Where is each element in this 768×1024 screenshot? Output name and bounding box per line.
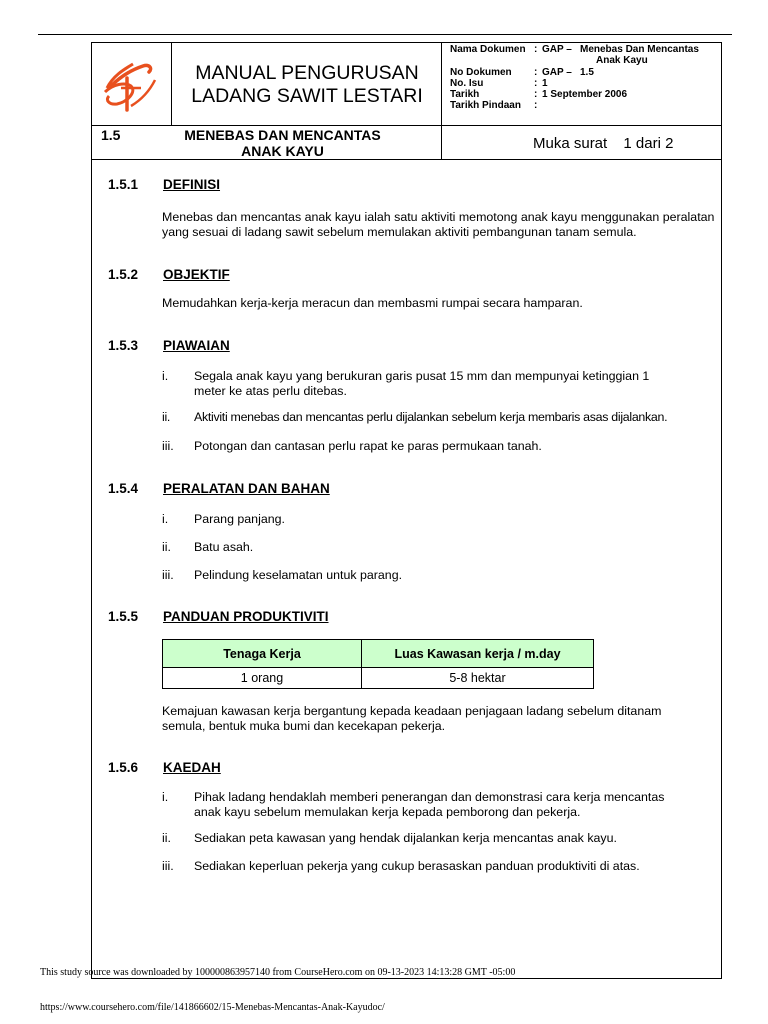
list-marker: ii.: [162, 831, 171, 845]
list-text: Potongan dan cantasan perlu rapat ke paras permukaan tanah.: [194, 439, 542, 453]
heading-label: DEFINISI: [163, 177, 221, 192]
list-text: Aktiviti menebas dan mencantas perlu dijalankan sebelum kerja membaris asas dijalankan.: [194, 410, 668, 424]
table-header-cell: Luas Kawasan kerja / m.day: [362, 640, 594, 668]
meta-label-no-isu: No. Isu: [450, 78, 484, 89]
source-url[interactable]: https://www.coursehero.com/file/141866602/15-Menebas-Mencantas-Anak-Kayudoc/: [40, 1002, 385, 1013]
page-indicator: [533, 135, 673, 152]
manual-title-line2: LADANG SAWIT LESTARI: [191, 85, 423, 107]
section-title-line2: ANAK KAYU: [241, 143, 324, 159]
meta-colon: :: [534, 44, 538, 55]
meta-label-nama-dokumen: Nama Dokumen: [450, 44, 526, 55]
text-line: yang sesuai di ladang sawit sebelum memulakan aktiviti pembangunan tanam semula.: [162, 225, 637, 239]
list-marker: iii.: [162, 859, 174, 873]
text-line: anak kayu sebelum memulakan kerja kepada pemborong dan pekerja.: [194, 805, 581, 819]
table-row: [163, 668, 594, 689]
list-marker: iii.: [162, 568, 174, 582]
list-text: Sediakan keperluan pekerja yang cukup berasaskan panduan produktiviti di atas.: [194, 859, 640, 873]
meta-label-tarikh: Tarikh: [450, 89, 480, 100]
meta-label-no-dokumen: No Dokumen: [450, 67, 512, 78]
section-number: 1.5: [101, 127, 121, 143]
heading-number: 1.5.3: [108, 338, 139, 353]
section-title: [165, 127, 400, 159]
text-line: meter ke atas perlu ditebas.: [194, 384, 347, 398]
company-logo: [97, 48, 165, 118]
header-divider-logo: [171, 42, 172, 126]
table-cell: 5-8 hektar: [362, 668, 594, 689]
list-marker: ii.: [162, 540, 171, 554]
meta-colon: :: [534, 78, 538, 89]
page-value: 1 dari 2: [623, 135, 674, 152]
productivity-table: [162, 639, 594, 689]
panduan-text: [162, 704, 722, 734]
meta-code-nama-dokumen: GAP –: [542, 44, 572, 55]
text-line: Pihak ladang hendaklah memberi penerangan dan demonstrasi cara kerja mencantas: [194, 790, 665, 804]
text-line: Segala anak kayu yang berukuran garis pusat 15 mm dan mempunyai ketinggian 1: [194, 369, 650, 383]
meta-value-nama-dokumen-2: Anak Kayu: [596, 55, 648, 66]
page-label: Muka surat: [533, 135, 608, 152]
list-marker: i.: [162, 369, 169, 383]
definisi-text: [162, 210, 722, 240]
meta-value-tarikh: 1 September 2006: [542, 89, 628, 100]
table-header-cell: Tenaga Kerja: [163, 640, 362, 668]
meta-code-no-dokumen: GAP –: [542, 67, 572, 78]
heading-label: KAEDAH: [163, 760, 221, 775]
header-rule-2: [91, 159, 722, 160]
meta-value-no-dokumen: 1.5: [580, 67, 594, 78]
heading-label: PERALATAN DAN BAHAN: [163, 481, 330, 496]
list-marker: ii.: [162, 410, 171, 424]
heading-number: 1.5.6: [108, 760, 139, 775]
table-cell: 1 orang: [163, 668, 362, 689]
list-text: Sediakan peta kawasan yang hendak dijalankan kerja mencantas anak kayu.: [194, 831, 617, 845]
list-marker: i.: [162, 512, 169, 526]
heading-number: 1.5.1: [108, 177, 139, 192]
download-note: This study source was downloaded by 100000863957140 from CourseHero.com on 09-13-2023 14:13:28 GMT -05:00: [40, 967, 516, 978]
heading-label: OBJEKTIF: [163, 267, 230, 282]
list-text: Parang panjang.: [194, 512, 285, 526]
objektif-text: Memudahkan kerja-kerja meracun dan membasmi rumpai secara hamparan.: [162, 296, 583, 310]
text-line: Menebas dan mencantas anak kayu ialah satu aktiviti memotong anak kayu menggunakan peralatan: [162, 210, 715, 224]
heading-number: 1.5.5: [108, 609, 139, 624]
top-rule: [38, 34, 732, 35]
meta-value-no-isu: 1: [542, 78, 548, 89]
logo-f-icon: [97, 48, 165, 118]
meta-colon: :: [534, 67, 538, 78]
list-text: Pelindung keselamatan untuk parang.: [194, 568, 403, 582]
table-header-row: [163, 640, 594, 668]
manual-title: [173, 62, 441, 108]
list-marker: iii.: [162, 439, 174, 453]
heading-label: PANDUAN PRODUKTIVITI: [163, 609, 329, 624]
text-line: Kemajuan kawasan kerja bergantung kepada keadaan penjagaan ladang sebelum ditanam: [162, 704, 662, 718]
header-rule-1: [91, 125, 722, 126]
heading-number: 1.5.4: [108, 481, 139, 496]
meta-value-nama-dokumen-1: Menebas Dan Mencantas: [580, 44, 699, 55]
list-text: Batu asah.: [194, 540, 254, 554]
heading-number: 1.5.2: [108, 267, 139, 282]
meta-label-tarikh-pindaan: Tarikh Pindaan: [450, 100, 521, 111]
meta-colon: :: [534, 89, 538, 100]
header-divider-meta: [441, 42, 442, 160]
text-line: semula, bentuk muka bumi dan kecekapan pekerja.: [162, 719, 446, 733]
list-marker: i.: [162, 790, 169, 804]
manual-title-line1: MANUAL PENGURUSAN: [195, 62, 419, 84]
heading-label: PIAWAIAN: [163, 338, 230, 353]
meta-colon: :: [534, 100, 538, 111]
section-title-line1: MENEBAS DAN MENCANTAS: [184, 127, 381, 143]
